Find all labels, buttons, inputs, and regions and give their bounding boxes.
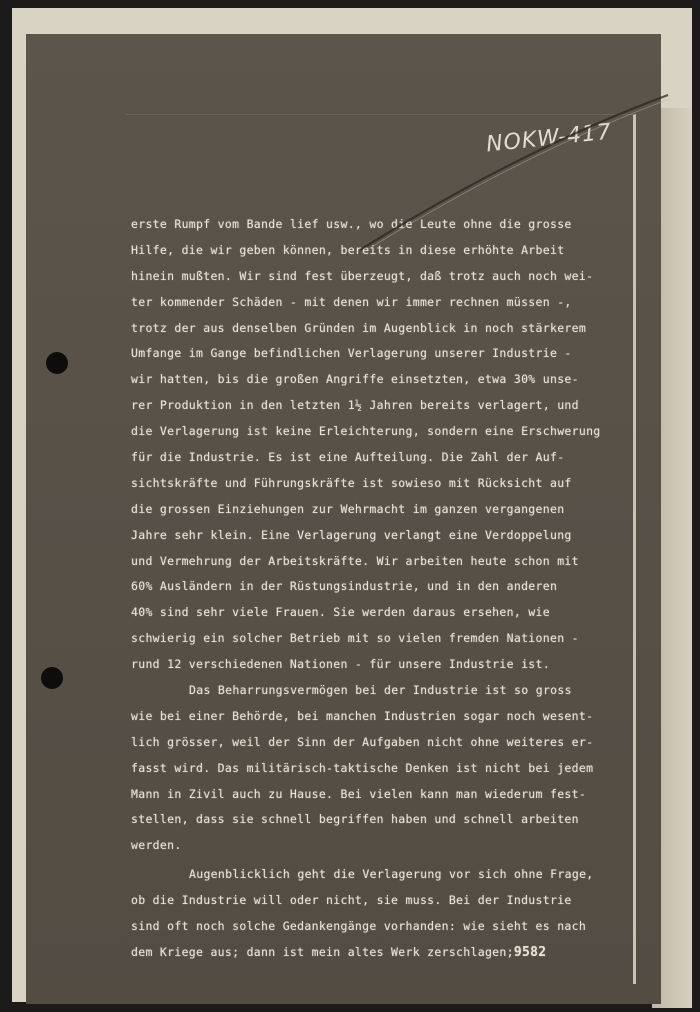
text-line: Augenblicklich geht die Verlagerung vor sich ohne Frage, [189, 867, 594, 882]
text-line: stellen, dass sie schnell begriffen haben und schnell arbeiten [131, 812, 579, 827]
text-line: schwierig ein solcher Betrieb mit so vielen fremden Nationen - [131, 631, 579, 646]
text-line: trotz der aus denselben Gründen im Augenblick in noch stärkerem [131, 320, 587, 335]
text-line: hinein mußten. Wir sind fest überzeugt, daß trotz auch noch wei- [131, 268, 594, 283]
text-line: sichtskräfte und Führungskräfte ist sowieso mit Rücksicht auf [131, 475, 572, 490]
text-line: erste Rumpf vom Bande lief usw., wo die Leute ohne die grosse [131, 217, 572, 231]
text-line: sind oft noch solche Gedankengänge vorhanden: wie sieht es nach [131, 919, 587, 934]
text-line: ob die Industrie will oder nicht, sie muss. Bei der Industrie [131, 893, 572, 908]
text-line: dem Kriege aus; dann ist mein altes Werk zerschlagen;9582 [131, 944, 547, 960]
reference-number: NOKW-417 [485, 119, 614, 158]
text-line: 60% Ausländern in der Rüstungsindustrie, und in den anderen [131, 579, 558, 594]
text-line: Umfange im Gange befindlichen Verlagerung unserer Industrie - [131, 346, 572, 361]
text-line: ter kommender Schäden - mit denen wir immer rechnen müssen -, [131, 294, 572, 309]
text-line: Mann in Zivil auch zu Hause. Bei vielen kann man wiederum fest- [131, 786, 587, 801]
text-line: rer Produktion in den letzten 1½ Jahren bereits verlagert, und [131, 398, 579, 413]
document-text [131, 212, 631, 966]
text-line: Hilfe, die wir geben können, bereits in diese erhöhte Arbeit [131, 242, 565, 257]
text-line: für die Industrie. Es ist eine Aufteilung. Die Zahl der Auf- [131, 450, 565, 465]
text-line: die Verlagerung ist keine Erleichterung, sondern eine Erschwerung [131, 424, 601, 439]
paragraph-2 [131, 678, 631, 859]
punch-hole-top [46, 352, 68, 374]
text-line: wir hatten, bis die großen Angriffe einsetzten, etwa 30% unse- [131, 372, 579, 387]
text-line: und Vermehrung der Arbeitskräfte. Wir arbeiten heute schon mit [131, 553, 579, 568]
punch-hole-bottom [41, 667, 63, 689]
text-line: wie bei einer Behörde, bei manchen Industrien sogar noch wesent- [131, 708, 594, 723]
text-line: fasst wird. Das militärisch-taktische Denken ist nicht bei jedem [131, 760, 594, 775]
text-line: 40% sind sehr viele Frauen. Sie werden daraus ersehen, wie [131, 605, 550, 620]
text-line: Jahre sehr klein. Eine Verlagerung verlangt eine Verdoppelung [131, 527, 572, 542]
text-line: die grossen Einziehungen zur Wehrmacht im ganzen vergangenen [131, 501, 565, 516]
page-number: 9582 [513, 944, 547, 960]
text-line: Das Beharrungsvermögen bei der Industrie ist so gross [189, 683, 572, 698]
paragraph-3 [131, 862, 631, 966]
text-line: werden. [131, 838, 182, 853]
text-line: lich grösser, weil der Sinn der Aufgaben nicht ohne weiteres er- [131, 734, 594, 749]
paragraph-1 [131, 212, 631, 678]
text-line: rund 12 verschiedenen Nationen - für unsere Industrie ist. [131, 657, 550, 672]
